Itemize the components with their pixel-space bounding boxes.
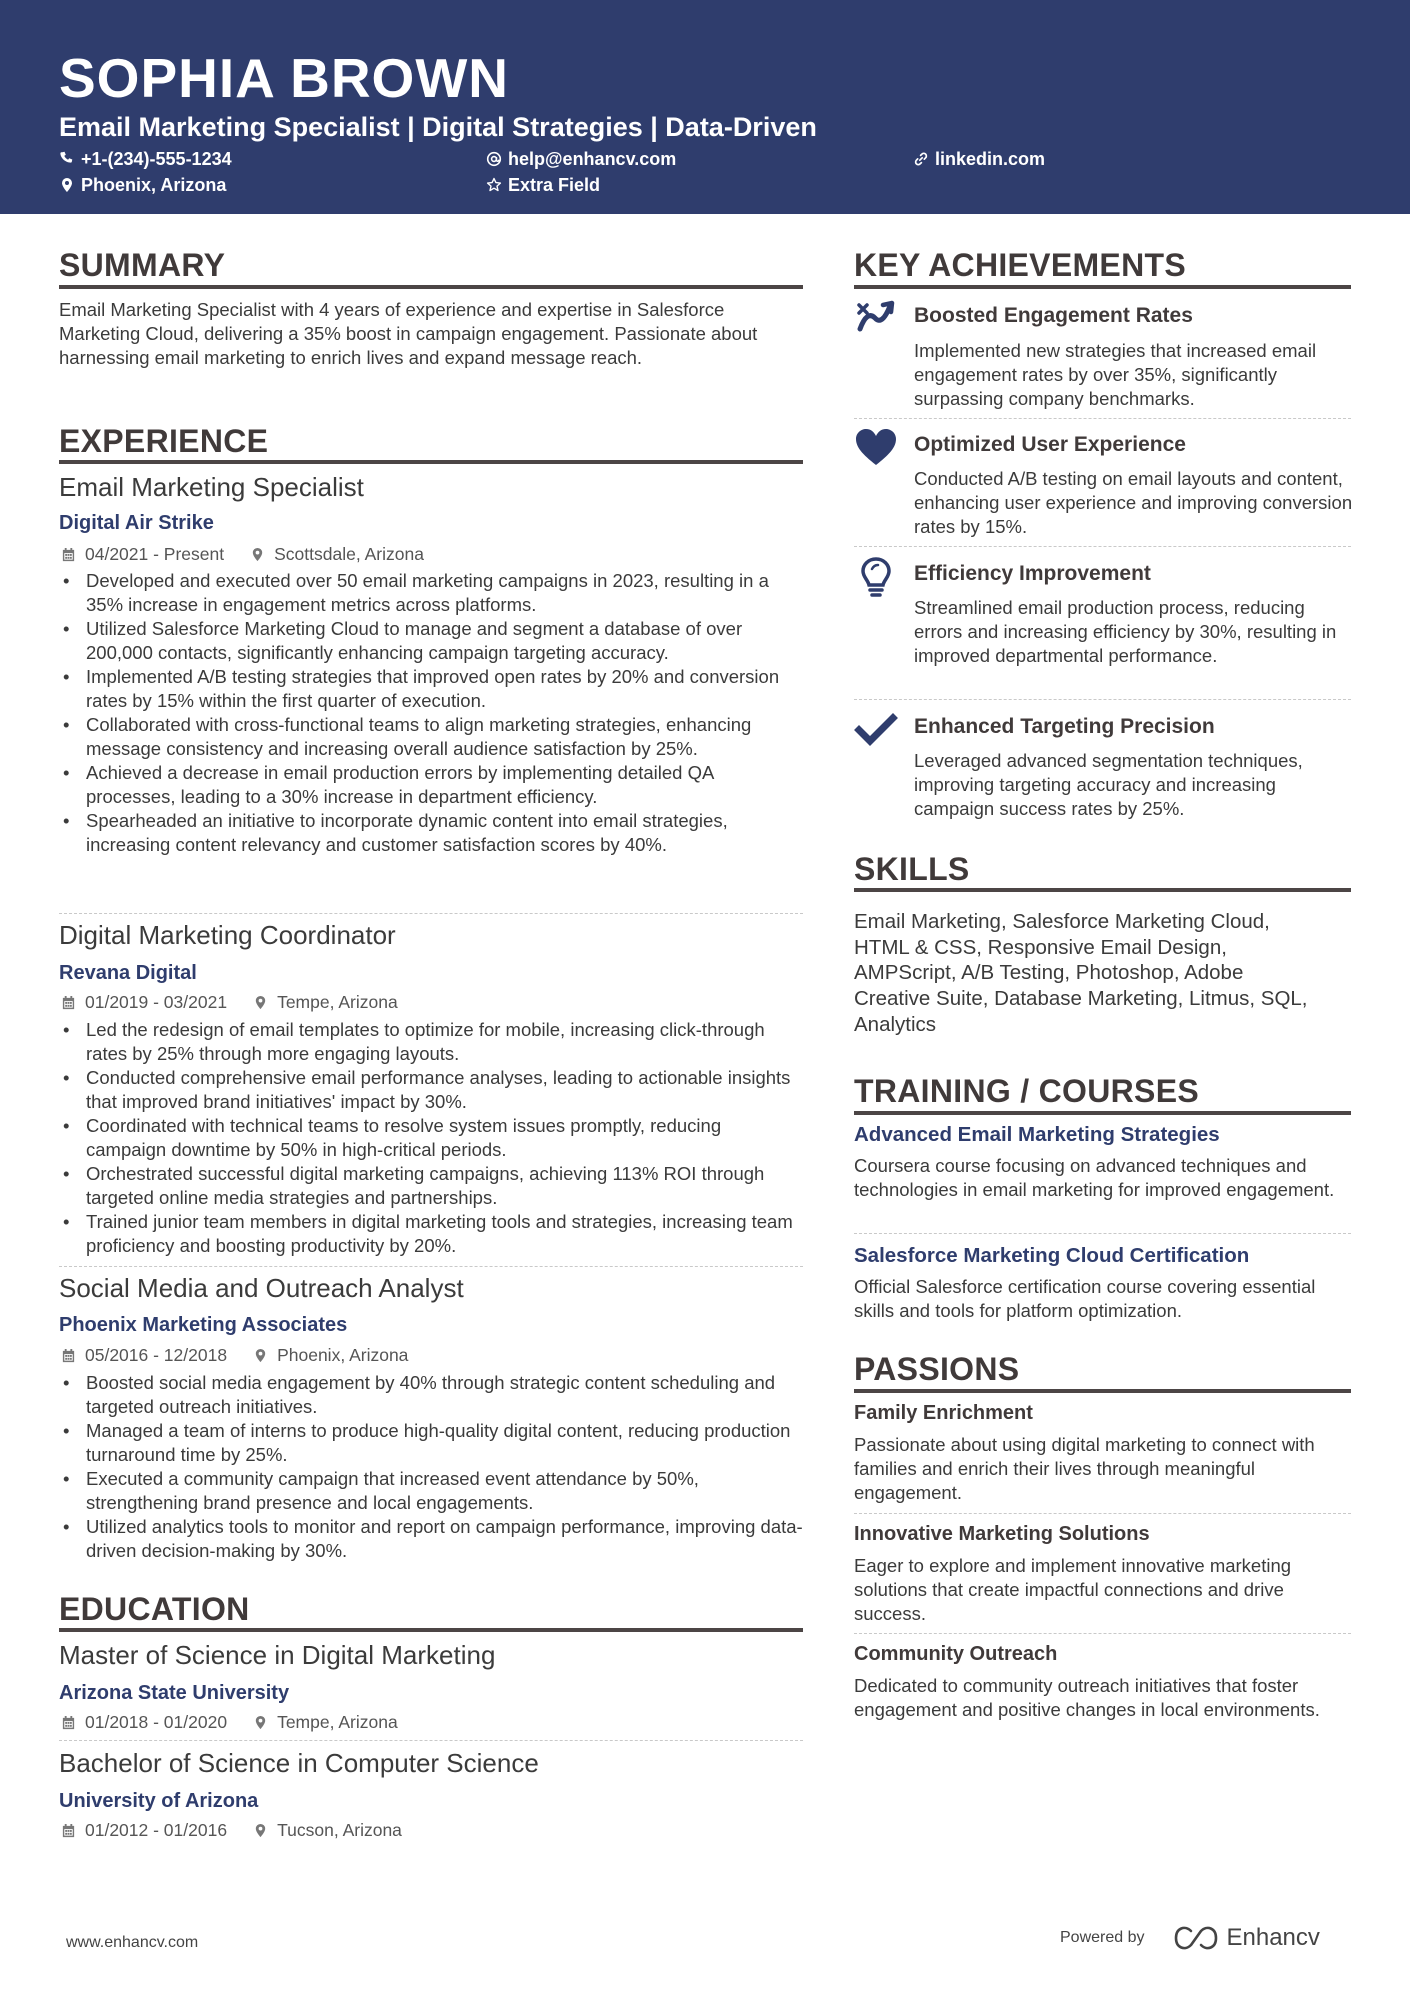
contact-link[interactable] bbox=[913, 148, 1045, 170]
at-icon bbox=[486, 151, 502, 167]
job-location: Scottsdale, Arizona bbox=[274, 544, 424, 564]
calendar-icon bbox=[61, 1348, 76, 1363]
list-item: • Boosted social media engagement by 40% through strategic content scheduling and targeted outreach initiatives. bbox=[59, 1371, 803, 1419]
education-dates: 01/2012 - 01/2016 bbox=[85, 1820, 228, 1840]
skills-rule bbox=[854, 888, 1351, 892]
job-location: Phoenix, Arizona bbox=[277, 1345, 409, 1365]
achievement-title: Optimized User Experience bbox=[914, 433, 1186, 456]
degree-title: Master of Science in Digital Marketing bbox=[59, 1640, 496, 1670]
achievements-rule bbox=[854, 285, 1351, 289]
achievement-text: Streamlined email production process, reducing errors and increasing efficiency by 30%, resulting in improved departmental performance. bbox=[914, 597, 1337, 666]
job-meta bbox=[61, 991, 398, 1013]
link-text: linkedin.com bbox=[935, 149, 1046, 169]
job-dates: 04/2021 - Present bbox=[85, 544, 225, 564]
contact-email[interactable] bbox=[486, 148, 676, 170]
job-role: Email Marketing Specialist bbox=[59, 472, 364, 502]
divider bbox=[854, 699, 1351, 700]
list-item: • Managed a team of interns to produce high-quality digital content, reducing production turnaround time by 25%. bbox=[59, 1419, 803, 1467]
job-bullets bbox=[59, 569, 803, 857]
education-location: Tucson, Arizona bbox=[277, 1820, 402, 1840]
divider bbox=[854, 418, 1351, 419]
job-bullets bbox=[59, 1018, 803, 1258]
contact-location bbox=[59, 174, 226, 196]
email-text: help@enhancv.com bbox=[508, 149, 677, 169]
divider bbox=[854, 1233, 1351, 1234]
passion-title: Community Outreach bbox=[854, 1643, 1058, 1665]
course-title: Salesforce Marketing Cloud Certification bbox=[854, 1244, 1250, 1267]
achievement-text: Implemented new strategies that increased email engagement rates by over 35%, significantly surpassing company benchmarks. bbox=[914, 340, 1317, 409]
list-item: • Coordinated with technical teams to resolve system issues promptly, reducing campaign downtime by 50% in high-critical periods. bbox=[59, 1114, 803, 1162]
lightbulb-icon bbox=[854, 555, 898, 599]
brand-name: Enhancv bbox=[1226, 1924, 1320, 1951]
job-location: Tempe, Arizona bbox=[277, 992, 398, 1012]
list-item: • Collaborated with cross-functional teams to align marketing strategies, enhancing message consistency and increasing overall audience satisfaction by 25%. bbox=[59, 713, 803, 761]
degree-title: Bachelor of Science in Computer Science bbox=[59, 1748, 539, 1778]
education-dates: 01/2018 - 01/2020 bbox=[85, 1712, 228, 1732]
link-icon bbox=[913, 151, 929, 167]
list-item: • Trained junior team members in digital marketing tools and strategies, increasing team proficiency and boosting productivity by 20%. bbox=[59, 1210, 803, 1258]
location-pin-icon bbox=[253, 1823, 268, 1838]
passion-title: Innovative Marketing Solutions bbox=[854, 1523, 1150, 1545]
location-text: Phoenix, Arizona bbox=[81, 175, 227, 195]
divider bbox=[59, 913, 803, 914]
extra-text: Extra Field bbox=[508, 175, 601, 195]
course-text: Coursera course focusing on advanced techniques and technologies in email marketing for improved engagement. bbox=[854, 1155, 1335, 1200]
education-meta bbox=[61, 1819, 402, 1841]
job-role: Digital Marketing Coordinator bbox=[59, 920, 396, 950]
divider bbox=[59, 1266, 803, 1267]
job-dates: 05/2016 - 12/2018 bbox=[85, 1345, 228, 1365]
location-pin-icon bbox=[253, 1348, 268, 1363]
job-meta bbox=[61, 543, 424, 565]
heart-icon bbox=[854, 426, 898, 470]
divider bbox=[854, 546, 1351, 547]
job-role: Social Media and Outreach Analyst bbox=[59, 1273, 464, 1303]
location-pin-icon bbox=[253, 995, 268, 1010]
education-meta bbox=[61, 1711, 398, 1733]
powered-by-label: Powered by bbox=[1060, 1929, 1145, 1946]
contact-extra bbox=[486, 174, 600, 196]
achievements-heading: KEY ACHIEVEMENTS bbox=[854, 247, 1186, 283]
course-text: Official Salesforce certification course covering essential skills and tools for platform optimization. bbox=[854, 1276, 1316, 1321]
job-company: Digital Air Strike bbox=[59, 512, 214, 534]
checkmark-icon bbox=[854, 707, 898, 751]
achievement-title: Boosted Engagement Rates bbox=[914, 304, 1193, 327]
passions-rule bbox=[854, 1389, 1351, 1393]
divider bbox=[854, 1513, 1351, 1514]
brand-logo bbox=[1173, 1924, 1320, 1952]
list-item: • Executed a community campaign that increased event attendance by 50%, strengthening brand presence and local engagements. bbox=[59, 1467, 803, 1515]
calendar-icon bbox=[61, 1715, 76, 1730]
achievement-text: Conducted A/B testing on email layouts and content, enhancing user experience and improving conversion rates by 15%. bbox=[914, 468, 1353, 537]
list-item: • Achieved a decrease in email production errors by implementing detailed QA processes, leading to a 30% increase in department efficiency. bbox=[59, 761, 803, 809]
achievement-title: Enhanced Targeting Precision bbox=[914, 715, 1215, 738]
enhancv-logo-icon bbox=[1173, 1925, 1219, 1951]
list-item: • Led the redesign of email templates to optimize for mobile, increasing click-through rates by 25% through more engaging layouts. bbox=[59, 1018, 803, 1066]
list-item: • Developed and executed over 50 email marketing campaigns in 2023, resulting in a 35% increase in engagement metrics across platforms. bbox=[59, 569, 803, 617]
experience-rule bbox=[59, 460, 803, 464]
phone-text: +1-(234)-555-1234 bbox=[81, 149, 232, 169]
passion-text: Dedicated to community outreach initiatives that foster engagement and positive changes in local environments. bbox=[854, 1675, 1320, 1720]
location-pin-icon bbox=[253, 1715, 268, 1730]
list-item: • Conducted comprehensive email performance analyses, leading to actionable insights that improved brand initiatives' impact by 30%. bbox=[59, 1066, 803, 1114]
resume-header bbox=[0, 0, 1410, 214]
list-item: • Utilized Salesforce Marketing Cloud to manage and segment a database of over 200,000 contacts, significantly enhancing campaign targeting accuracy. bbox=[59, 617, 803, 665]
candidate-name: SOPHIA BROWN bbox=[59, 47, 509, 109]
growth-arrow-icon bbox=[854, 296, 898, 340]
education-rule bbox=[59, 1628, 803, 1632]
experience-heading: EXPERIENCE bbox=[59, 423, 269, 459]
skills-text: Email Marketing, Salesforce Marketing Cloud, HTML & CSS, Responsive Email Design, AMPScript, A/B Testing, Photoshop, Adobe Creative Suite, Database Marketing, Litmus, SQL, Analytics bbox=[854, 910, 1308, 1036]
summary-text: Email Marketing Specialist with 4 years of experience and expertise in Salesforce Marketing Cloud, delivering a 35% boost in campaign engagement. Passionate about harnessing email marketing to enrich lives and expand message reach. bbox=[59, 299, 758, 368]
contact-phone[interactable] bbox=[59, 148, 232, 170]
job-meta bbox=[61, 1344, 408, 1366]
divider bbox=[854, 1633, 1351, 1634]
training-rule bbox=[854, 1111, 1351, 1115]
passion-text: Eager to explore and implement innovative marketing solutions that create impactful connections and drive success. bbox=[854, 1555, 1292, 1624]
list-item: • Utilized analytics tools to monitor and report on campaign performance, improving data-driven decision-making by 30%. bbox=[59, 1515, 803, 1563]
school-name: University of Arizona bbox=[59, 1790, 259, 1812]
phone-icon bbox=[59, 151, 75, 167]
passion-title: Family Enrichment bbox=[854, 1402, 1033, 1424]
passion-text: Passionate about using digital marketing to connect with families and enrich their lives through meaningful engagement. bbox=[854, 1434, 1315, 1503]
education-location: Tempe, Arizona bbox=[277, 1712, 398, 1732]
achievement-title: Efficiency Improvement bbox=[914, 562, 1151, 585]
passions-heading: PASSIONS bbox=[854, 1351, 1020, 1387]
job-company: Revana Digital bbox=[59, 962, 197, 984]
job-bullets bbox=[59, 1371, 803, 1563]
job-dates: 01/2019 - 03/2021 bbox=[85, 992, 228, 1012]
skills-heading: SKILLS bbox=[854, 851, 970, 887]
education-heading: EDUCATION bbox=[59, 1591, 250, 1627]
achievement-text: Leveraged advanced segmentation techniques, improving targeting accuracy and increasing campaign success rates by 25%. bbox=[914, 750, 1303, 819]
list-item: • Orchestrated successful digital marketing campaigns, achieving 113% ROI through targeted online media strategies and partnerships. bbox=[59, 1162, 803, 1210]
summary-heading: SUMMARY bbox=[59, 247, 226, 283]
calendar-icon bbox=[61, 1823, 76, 1838]
calendar-icon bbox=[61, 995, 76, 1010]
location-pin-icon bbox=[250, 547, 265, 562]
course-title: Advanced Email Marketing Strategies bbox=[854, 1123, 1220, 1146]
location-pin-icon bbox=[59, 177, 75, 193]
training-heading: TRAINING / COURSES bbox=[854, 1073, 1199, 1109]
school-name: Arizona State University bbox=[59, 1682, 290, 1704]
candidate-title: Email Marketing Specialist | Digital Strategies | Data-Driven bbox=[59, 112, 817, 142]
footer-branding[interactable] bbox=[1060, 1924, 1320, 1952]
divider bbox=[59, 1740, 803, 1741]
star-icon bbox=[486, 177, 502, 193]
job-company: Phoenix Marketing Associates bbox=[59, 1314, 348, 1336]
footer-website[interactable]: www.enhancv.com bbox=[66, 1934, 199, 1951]
summary-rule bbox=[59, 285, 803, 289]
list-item: • Implemented A/B testing strategies that improved open rates by 20% and conversion rates by 15% within the first quarter of execution. bbox=[59, 665, 803, 713]
calendar-icon bbox=[61, 547, 76, 562]
list-item: • Spearheaded an initiative to incorporate dynamic content into email strategies, increasing content relevancy and customer satisfaction scores by 40%. bbox=[59, 809, 803, 857]
